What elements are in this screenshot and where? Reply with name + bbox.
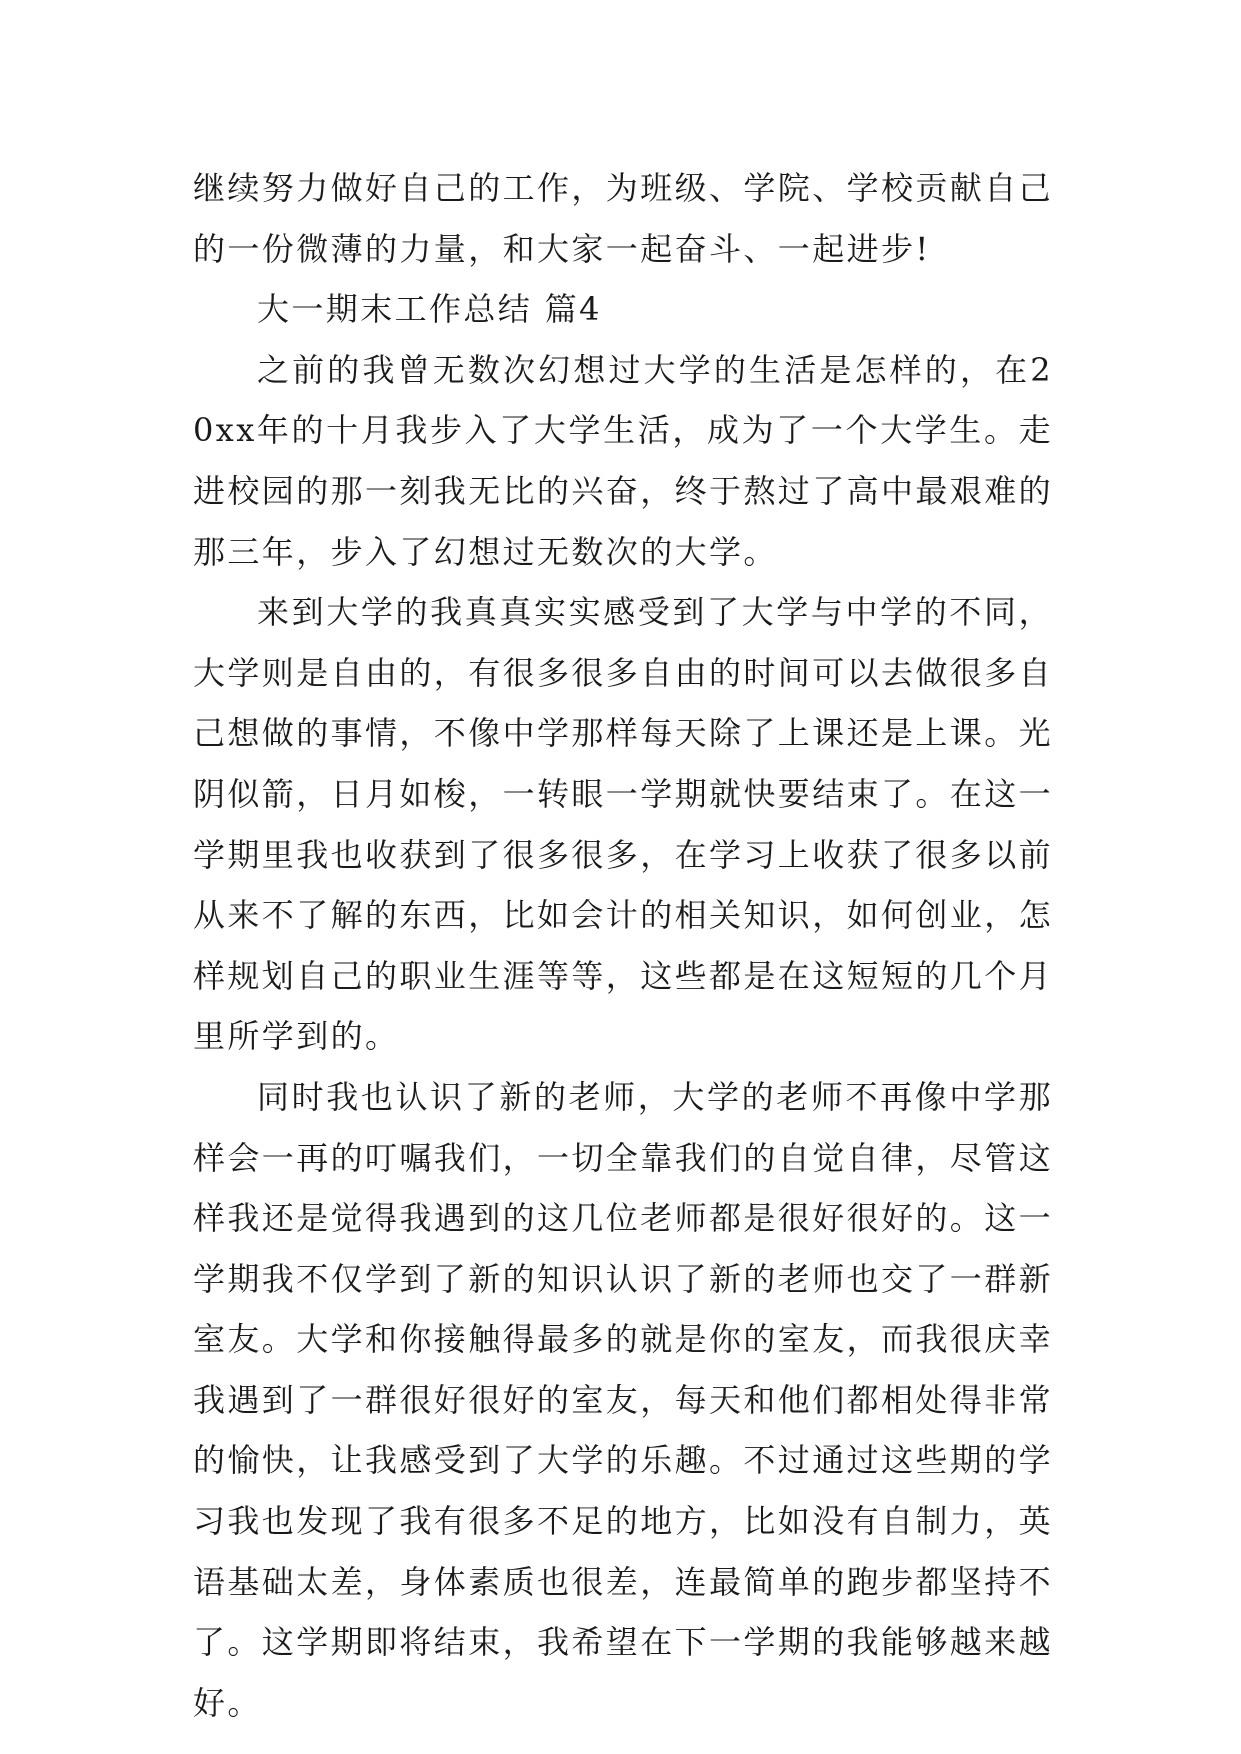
section-heading: 大一期末工作总结 篇4: [257, 290, 602, 329]
body-paragraph-3: 同时我也认识了新的老师，大学的老师不再像中学那样会一再的叮嘱我们，一切全靠我们的自觉自律，尽管这样我还是觉得我遇到的这几位老师都是很好很好的。这一学期我不仅学到了新的知识认识了新的老师也交了一群新室友。大学和你接触得最多的就是你的室友，而我很庆幸我遇到了一群很好很好的室友，每天和他们都相处得非常的愉快，让我感受到了大学的乐趣。不过通过这些期的学习我也发现了我有很多不足的地方，比如没有自制力，英语基础太差，身体素质也很差，连最简单的跑步都坚持不了。这学期即将结束，我希望在下一学期的我能够越来越好。: [193, 1077, 1054, 1722]
body-paragraph-1: 之前的我曾无数次幻想过大学的生活是怎样的，在20xx年的十月我步入了大学生活，成为了一个大学生。走进校园的那一刻我无比的兴奋，终于熬过了高中最艰难的那三年，步入了幻想过无数次的大学。: [193, 350, 1054, 571]
body-paragraph-2: 来到大学的我真真实实感受到了大学与中学的不同，大学则是自由的，有很多很多自由的时间可以去做很多自己想做的事情，不像中学那样每天除了上课还是上课。光阴似箭，日月如梭，一转眼一学期就快要结束了。在这一学期里我也收获到了很多很多，在学习上收获了很多以前从来不了解的东西，比如会计的相关知识，如何创业，怎样规划自己的职业生涯等等，这些都是在这短短的几个月里所学到的。: [193, 593, 1054, 1056]
document-body: [193, 158, 1053, 1733]
continuation-paragraph: 继续努力做好自己的工作，为班级、学院、学校贡献自己的一份微薄的力量，和大家一起奋斗、一起进步!: [193, 169, 1054, 268]
